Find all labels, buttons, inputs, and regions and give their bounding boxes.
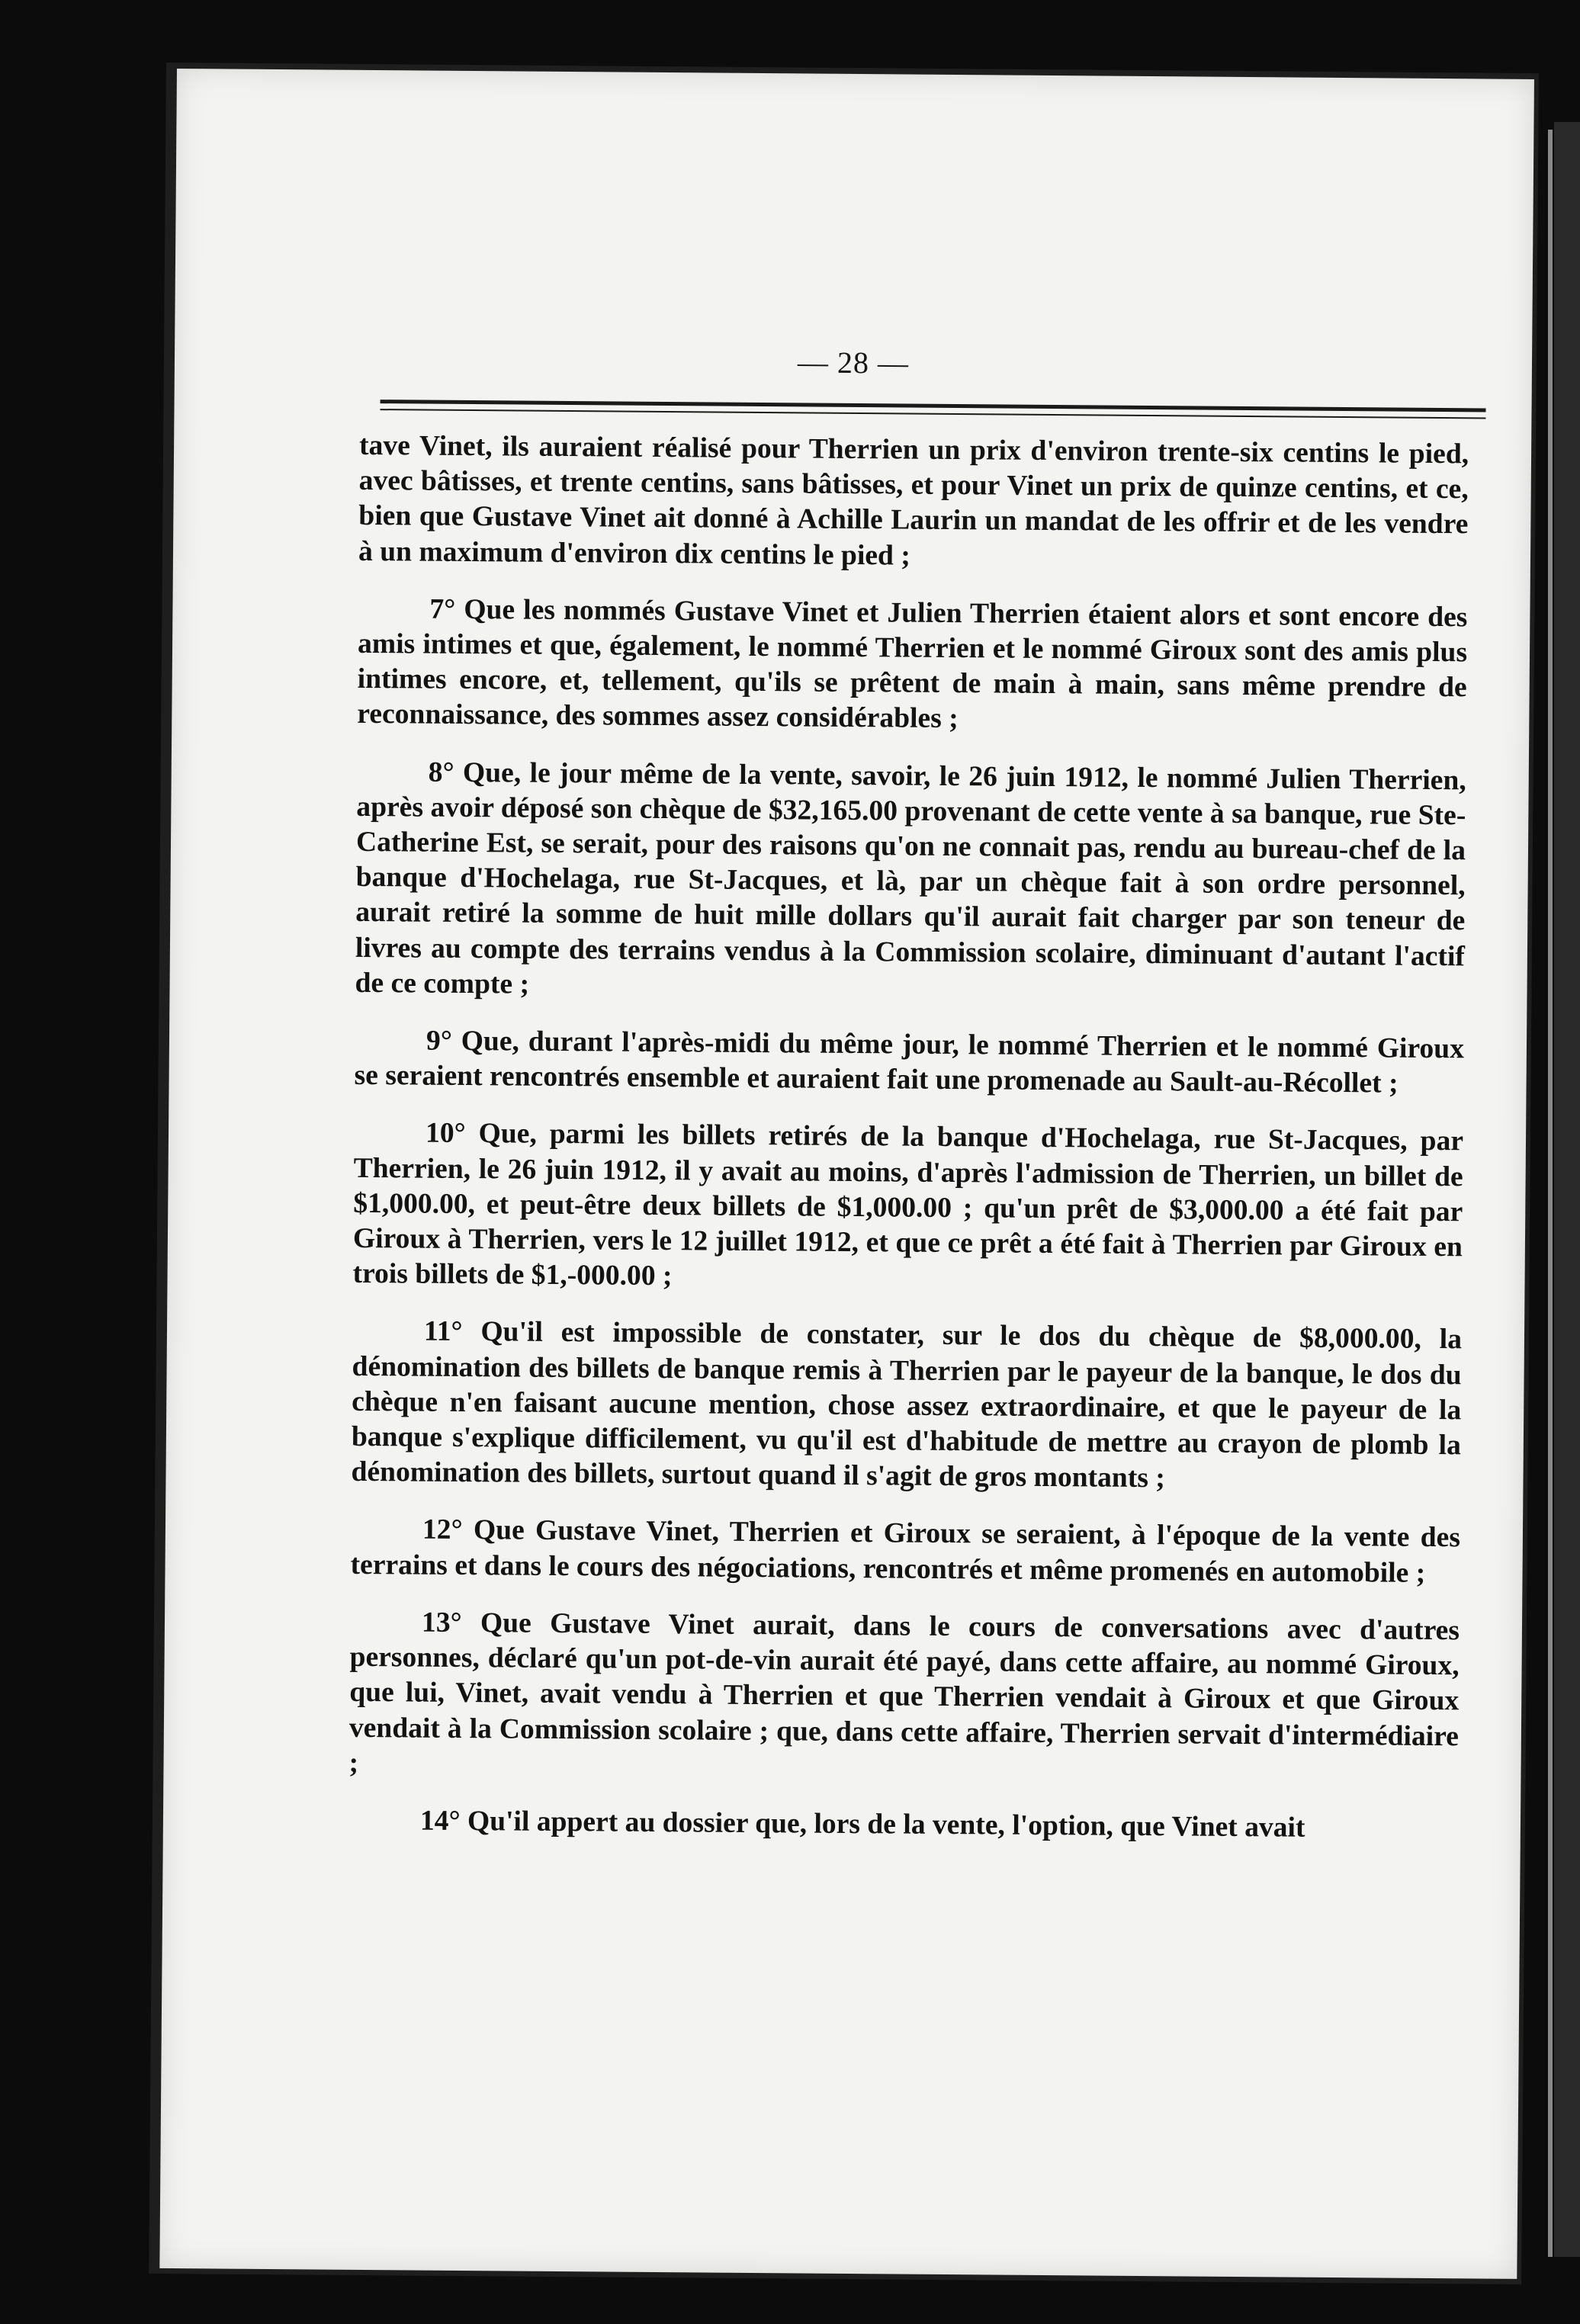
paragraph-13: 13° Que Gustave Vinet aurait, dans le cours de conversations avec d'autres personnes, déclaré qu'un pot-de-vin aurait été payé, dans cette affaire, au nommé Giroux, que lui, Vinet, avait vendu à Therrien et que Therrien vendait à Giroux et que Giroux vendait à la Commission scolaire ; que, dans cette affaire, Therrien servait d'intermédiaire ; [348,1607,1460,1779]
paragraph-9: 9° Que, durant l'après-midi du même jour, le nommé Therrien et le nommé Giroux se seraient rencontrés ensemble et auraient fait une promenade au Sault-au-Récollet ; [354,1025,1465,1099]
paragraph-8: 8° Que, le jour même de la vente, savoir, le 26 juin 1912, le nommé Julien Therrien, après avoir déposé son chèque de $32,165.00 provenant de cette vente à sa banque, rue Ste-Catherine Est, se serait, pour des raisons qu'on ne connait pas, rendu au bureau-chef de la banque d'Hochelaga, rue St-Jacques, et là, par un chèque fait à son ordre personnel, aurait retiré la somme de huit mille dollars qu'il aurait fait charger par son teneur de livres au compte des terrains vendus à la Commission scolaire, diminuant d'autant l'actif de ce compte ; [355,756,1466,1000]
paragraph-10: 10° Que, parmi les billets retirés de la banque d'Hochelaga, rue St-Jacques, par Therrien, le 26 juin 1912, il y avait au moins, d'après l'admission de Therrien, un billet de $1,000.00, et peut-être deux billets de $1,000.00 ; qu'un prêt de $3,000.00 a été fait par Giroux à Therrien, vers le 12 juillet 1912, et que ce prêt a été fait à Therrien par Giroux en trois billets de $1,-000.00 ; [352,1118,1464,1292]
adjacent-page-edge-highlight [1548,130,1553,2257]
body-text [348,429,1469,1869]
paragraph-11: 11° Qu'il est impossible de constater, sur le dos du chèque de $8,000.00, la dénomination des billets de banque remis à Therrien par le payeur de la banque, le dos du chèque n'en faisant aucune mention, chose assez extraordinaire, et que le payeur de la banque s'explique difficilement, vu qu'il est d'habitude de mettre au crayon de plomb la dénomination des billets, surtout quand il s'agit de gros montants ; [351,1316,1463,1494]
paragraph-12: 12° Que Gustave Vinet, Therrien et Giroux se seraient, à l'époque de la vente des terrains et dans le cours des négociations, rencontrés et même promenés en automobile ; [350,1514,1461,1589]
adjacent-page-edge [1554,122,1580,2257]
paragraph-continuation: tave Vinet, ils auraient réalisé pour Therrien un prix d'environ trente-six centins le pied, avec bâtisses, et trente centins, sans bâtisses, et pour Vinet un prix de quinze centins, et ce, bien que Gustave Vinet ait donné à Achille Laurin un mandat de les offrir et de les vendre à un maximum d'environ dix centins le pied ; [358,429,1469,572]
paragraph-14: 14° Qu'il appert au dossier que, lors de la vente, l'option, que Vinet avait [419,1805,1305,1844]
page-number: — 28 — [797,345,910,380]
document-page [159,69,1534,2279]
paragraph-7: 7° Que les nommés Gustave Vinet et Julien Therrien étaient alors et sont encore des amis intimes et que, également, le nommé Therrien et le nommé Giroux sont des amis plus intimes encore, et, tellement, qu'ils se prêtent de main à main, sans même prendre de reconnaissance, des sommes assez considérables ; [357,593,1468,735]
